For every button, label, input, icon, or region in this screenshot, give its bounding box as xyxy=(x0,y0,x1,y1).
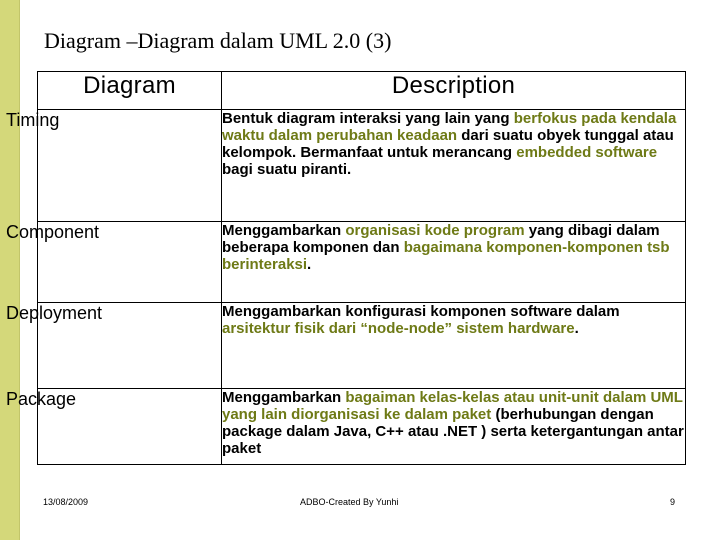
table-row-package xyxy=(38,389,686,465)
table-row-component xyxy=(38,222,686,303)
diagram-name: Component xyxy=(6,222,190,303)
desc-text: (berhubungan dengan package dalam Java, C++ atau .NET ) serta ketergantungan antar paket xyxy=(222,406,684,457)
desc-text: Bentuk diagram interaksi yang lain yang xyxy=(222,110,514,127)
desc-text: Menggambarkan xyxy=(222,389,346,406)
table-row-deployment xyxy=(38,303,686,389)
diagram-description xyxy=(222,389,686,465)
desc-highlight: bagaimana komponen-komponen tsb berinteraksi xyxy=(222,239,670,273)
desc-text: bagi suatu piranti. xyxy=(222,161,352,178)
uml-diagram-table xyxy=(6,71,686,465)
desc-text: . xyxy=(307,256,312,273)
diagram-name: Timing xyxy=(6,110,190,222)
table-header-row xyxy=(38,72,686,110)
desc-text: . xyxy=(574,320,579,337)
footer-author: ADBO-Created By Yunhi xyxy=(300,497,399,507)
desc-highlight: bagaiman kelas-kelas atau unit-unit dalam UML yang lain diorganisasi ke dalam paket xyxy=(222,389,683,423)
diagram-name: Deployment xyxy=(6,303,190,389)
desc-highlight: arsitektur fisik dari “node-node” sistem hardware xyxy=(222,320,575,337)
diagram-name: Package xyxy=(6,389,190,465)
diagram-description xyxy=(222,110,686,222)
desc-text: Menggambarkan konfigurasi komponen software dalam xyxy=(222,303,620,320)
footer-page-number: 9 xyxy=(670,497,676,507)
desc-highlight: berfokus pada kendala waktu dalam perubahan keadaan xyxy=(222,110,677,144)
diagram-description xyxy=(222,222,686,303)
header-description: Description xyxy=(222,72,686,110)
desc-text: dari suatu obyek tunggal atau kelompok. Bermanfaat untuk merancang xyxy=(222,127,674,161)
desc-highlight: embedded software xyxy=(516,144,658,161)
desc-text: yang dibagi dalam beberapa komponen dan xyxy=(222,222,660,256)
diagram-description xyxy=(222,303,686,389)
footer-date: 13/08/2009 xyxy=(43,497,89,507)
slide-title: Diagram –Diagram dalam UML 2.0 (3) xyxy=(44,28,392,53)
header-diagram: Diagram xyxy=(38,72,222,110)
desc-highlight: organisasi kode program xyxy=(345,222,525,239)
table-row-timing xyxy=(38,110,686,222)
desc-text: Menggambarkan xyxy=(222,222,346,239)
